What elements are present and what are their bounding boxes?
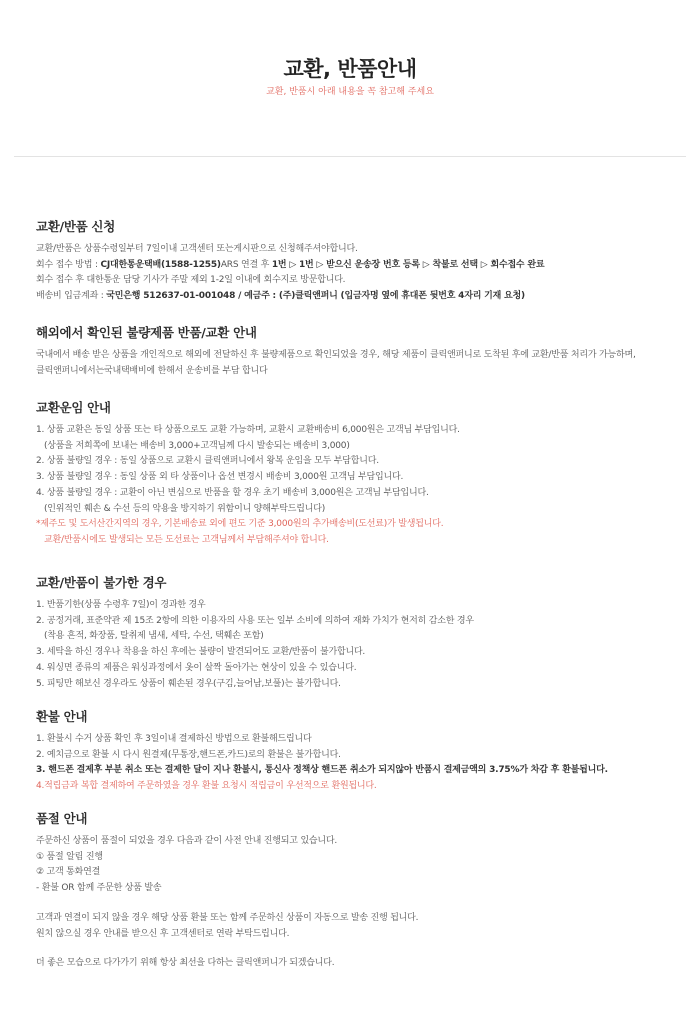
soldout-line-7: 더 좋은 모습으로 다가가기 위해 항상 최선을 다하는 클릭앤퍼니가 되겠습니다. — [36, 958, 335, 969]
shipping-line-2: 2. 상품 불량일 경우 : 동일 상품으로 교환시 클릭앤퍼니에서 왕복 운임을 모두 부담합니다. — [36, 456, 379, 467]
spacer — [36, 942, 676, 956]
section-apply — [36, 219, 676, 305]
shipping-note-1: *제주도 및 도서산간지역의 경우, 기본배송료 외에 편도 기준 3,000원의 추가배송비(도선료)가 발생됩니다. — [36, 519, 444, 530]
page-title: 교환, 반품안내 — [283, 57, 417, 81]
refund-line-1: 1. 환불시 수거 상품 확인 후 3일이내 결제하신 방법으로 환불해드립니다 — [36, 734, 312, 744]
soldout-line-2: ① 품절 알림 진행 — [36, 851, 103, 862]
unavailable-line-2: 2. 공정거래, 표준약관 제 15조 2항에 의한 이용자의 사용 또는 일부 소비에 의하여 재화 가치가 현저히 감소한 경우 — [36, 615, 474, 626]
apply-line-3: 회수 접수 후 대한통운 담당 기사가 주말 제외 1-2일 이내에 회수지로 방문합니다. — [36, 275, 346, 286]
section-heading-shipping: 교환운임 안내 — [36, 400, 111, 415]
return-steps: 1번 ▷ 1번 ▷ 받으신 운송장 번호 등록 ▷ 착불로 선택 ▷ 회수접수 완료 — [271, 259, 545, 270]
unavailable-line-4: 4. 워싱면 종류의 제품은 워싱과정에서 옷이 살짝 돌아가는 현상이 있을 수 있습니다. — [36, 662, 357, 673]
shipping-line-3: 3. 상품 불량일 경우 : 동일 상품 외 타 상품이나 옵션 변경시 배송비 3,000원 고객님 부담입니다. — [36, 472, 404, 483]
overseas-line-1: 국내에서 배송 받은 상품을 개인적으로 해외에 전달하신 후 불량제품으로 확인되었을 경우, 해당 제품이 클릭앤퍼니로 도착된 후에 교환/반품 처리가 가능하며, — [36, 350, 636, 360]
section-heading-refund: 환불 안내 — [36, 709, 88, 724]
shipping-line-1b: (상품을 저희쪽에 보내는 배송비 3,000+고객님께 다시 발송되는 배송비 3,000) — [44, 440, 350, 451]
unavailable-line-5: 5. 피팅만 해보신 경우라도 상품이 훼손된 경우(구김,늘어남,보풀)는 불가합니다. — [36, 678, 341, 689]
refund-line-4: 4.적립금과 복합 결제하여 주문하였을 경우 환불 요청시 적립금이 우선적으로 환원됩니다. — [36, 781, 377, 792]
section-heading-apply: 교환/반품 신청 — [36, 219, 115, 234]
apply-line-2 — [36, 258, 676, 274]
soldout-line-1: 주문하신 상품이 품절이 되었을 경우 다음과 같이 사전 안내 진행되고 있습니다. — [36, 836, 338, 846]
section-heading-unavailable: 교환/반품이 불가한 경우 — [36, 575, 167, 590]
apply-line-2-mid: ARS 연결 후 — [220, 259, 272, 270]
shipping-line-4: 4. 상품 불량일 경우 : 교환이 아닌 변심으로 반품을 할 경우 초기 배송비 3,000원은 고객님 부담입니다. — [36, 487, 429, 498]
header-divider — [14, 156, 686, 157]
unavailable-line-1: 1. 반품기한(상품 수령후 7일)이 경과한 경우 — [36, 600, 206, 610]
soldout-line-6: 원치 않으실 경우 안내를 받으신 후 고객센터로 연락 부탁드립니다. — [36, 928, 290, 939]
unavailable-line-2b: (착용 흔적, 화장품, 탈취제 냄새, 세탁, 수선, 택훼손 포함) — [44, 631, 264, 642]
apply-line-4-prefix: 배송비 입금계좌 : — [36, 291, 107, 302]
spacer — [36, 897, 676, 911]
unavailable-line-3: 3. 세탁을 하신 경우나 착용을 하신 후에는 불량이 발견되어도 교환/반품이 불가합니다. — [36, 647, 366, 658]
soldout-line-5: 고객과 연결이 되지 않을 경우 해당 상품 환불 또는 함께 주문하신 상품이 자동으로 발송 진행 됩니다. — [36, 912, 419, 923]
apply-line-1: 교환/반품은 상품수령일부터 7일이내 고객센터 또는게시판으로 신청해주셔야합니다. — [36, 244, 358, 254]
section-soldout — [36, 811, 676, 972]
soldout-line-3: ② 고객 통화연결 — [36, 867, 101, 878]
section-overseas — [36, 325, 676, 379]
soldout-line-4: - 환불 OR 함께 주문한 상품 발송 — [36, 883, 162, 894]
section-shipping — [36, 400, 676, 549]
section-refund — [36, 709, 676, 795]
refund-line-2: 2. 예치금으로 환불 시 다시 원결제(무통장,핸드폰,카드)로의 환불은 불가합니다. — [36, 749, 341, 760]
shipping-line-1: 1. 상품 교환은 동일 상품 또는 타 상품으로도 교환 가능하며, 교환시 교환배송비 6,000원은 고객님 부담입니다. — [36, 425, 460, 435]
section-unavailable — [36, 575, 676, 692]
overseas-line-2: 클릭앤퍼니에서는국내택배비에 한해서 운송비를 부담 합니다 — [36, 365, 268, 376]
bank-account-info: 국민은행 512637-01-001048 / 예금주 : (주)클릭앤퍼니 (입금자명 옆에 휴대폰 뒷번호 4자리 기재 요청) — [106, 291, 525, 302]
page-header — [0, 54, 700, 99]
page-subtitle: 교환, 반품시 아래 내용을 꼭 참고해 주세요 — [266, 87, 434, 97]
refund-line-3: 3. 핸드폰 결제후 부분 취소 또는 결제한 달이 지나 환불시, 통신사 정책상 핸드폰 취소가 되지않아 반품시 결제금액의 3.75%가 차감 후 환불됩니다. — [36, 765, 608, 776]
section-heading-overseas: 해외에서 확인된 불량제품 반품/교환 안내 — [36, 325, 257, 340]
shipping-note-2: 교환/반품시에도 발생되는 모든 도선료는 고객님께서 부담해주셔야 합니다. — [44, 534, 329, 545]
apply-line-2-prefix: 회수 접수 방법 : — [36, 259, 101, 270]
section-heading-soldout: 품절 안내 — [36, 811, 88, 826]
shipping-line-4b: (인위적인 훼손 & 수선 등의 악용을 방지하기 위함이니 양해부탁드립니다) — [44, 503, 326, 514]
apply-line-4 — [36, 289, 676, 305]
courier-name: CJ대한통운택배(1588-1255) — [100, 259, 221, 270]
